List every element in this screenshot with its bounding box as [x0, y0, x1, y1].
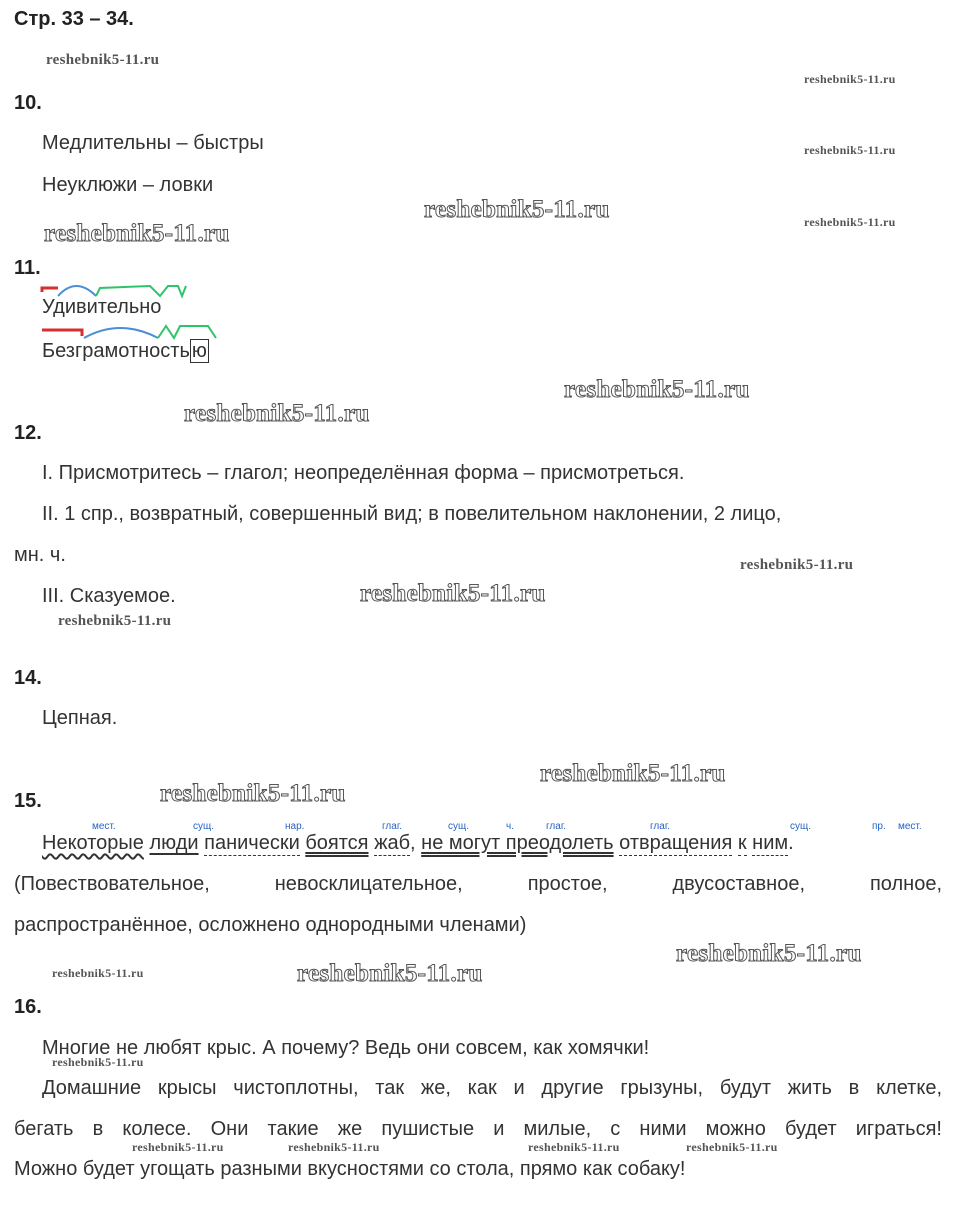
pos-label: пр.	[872, 821, 886, 832]
word-predicate: боятся	[305, 832, 369, 854]
watermark: reshebnik5-11.ru	[52, 966, 144, 980]
exercise-number: 14.	[14, 667, 42, 689]
morpheme-word: Удивительно	[42, 296, 162, 318]
pos-label: ч.	[506, 821, 514, 832]
watermark: reshebnik5-11.ru	[804, 143, 896, 157]
exercise-number: 12.	[14, 422, 42, 444]
pos-label: нар.	[285, 821, 305, 832]
answer-line: Домашние крысы чистоплотны, так же, как и другие грызуны, будут жить в клетке,	[42, 1077, 942, 1099]
watermark: reshebnik5-11.ru	[52, 1055, 144, 1069]
word-preposition: к	[737, 832, 747, 854]
watermark: reshebnik5-11.ru	[132, 1140, 224, 1154]
answer-line: Можно будет угощать разными вкусностями со стола, прямо как собаку!	[14, 1158, 686, 1180]
pos-label: сущ.	[448, 821, 470, 832]
answer-line: I. Присмотритесь – глагол; неопределённая форма – присмотреться.	[42, 462, 685, 484]
answer-line: бегать в колесе. Они такие же пушистые и милые, с ними можно будет играться!	[14, 1118, 942, 1140]
answer-line: распространённое, осложнено однородными членами)	[14, 914, 527, 936]
watermark: reshebnik5-11.ru	[564, 376, 750, 403]
pos-label: глаг.	[382, 821, 403, 832]
pos-label: мест.	[92, 821, 116, 832]
exercise-number: 16.	[14, 996, 42, 1018]
word-predicate: не могут преодолеть	[421, 832, 614, 854]
watermark: reshebnik5-11.ru	[528, 1140, 620, 1154]
page-title: Стр. 33 – 34.	[14, 8, 134, 30]
exercise-number: 10.	[14, 92, 42, 114]
watermark: reshebnik5-11.ru	[160, 780, 346, 807]
pos-label: мест.	[898, 821, 922, 832]
pos-label: глаг.	[546, 821, 567, 832]
suffix-mark	[96, 286, 186, 296]
watermark: reshebnik5-11.ru	[288, 1140, 380, 1154]
watermark: reshebnik5-11.ru	[44, 220, 230, 247]
word-object: ним	[752, 832, 789, 854]
watermark: reshebnik5-11.ru	[184, 400, 370, 427]
watermark: reshebnik5-11.ru	[360, 580, 546, 607]
prefix-mark	[42, 330, 82, 336]
watermark: reshebnik5-11.ru	[540, 760, 726, 787]
pos-label: глаг.	[650, 821, 671, 832]
answer-line: мн. ч.	[14, 544, 66, 566]
word-object: отвращения	[619, 832, 733, 854]
word-ending: ю	[191, 340, 207, 362]
answer-line: Многие не любят крыс. А почему? Ведь они совсем, как хомячки!	[42, 1037, 650, 1059]
root-mark	[58, 286, 96, 296]
watermark: reshebnik5-11.ru	[804, 215, 896, 229]
word-adverbial: панически	[204, 832, 300, 854]
answer-line: Медлительны – быстры	[42, 132, 264, 154]
morpheme-marks	[0, 0, 954, 380]
morpheme-word	[42, 340, 209, 363]
parsed-sentence: Некоторые люди панически боятся жаб, не могут преодолеть отвращения к ним.	[42, 832, 794, 854]
answer-line: III. Сказуемое.	[42, 585, 176, 607]
answer-line: (Повествовательное, невосклицательное, простое, двусоставное, полное,	[14, 873, 942, 895]
word-subject: люди	[149, 832, 199, 854]
watermark: reshebnik5-11.ru	[58, 613, 172, 629]
answer-line: Неуклюжи – ловки	[42, 174, 214, 196]
pos-label: сущ.	[790, 821, 812, 832]
word-stem: Безграмотность	[42, 340, 190, 362]
pos-label: сущ.	[193, 821, 215, 832]
exercise-number: 15.	[14, 790, 42, 812]
prefix-mark	[42, 288, 58, 292]
watermark: reshebnik5-11.ru	[46, 52, 160, 68]
exercise-number: 11.	[14, 257, 41, 279]
word-object: жаб	[374, 832, 411, 854]
answer-line: Цепная.	[42, 707, 118, 729]
watermark: reshebnik5-11.ru	[424, 196, 610, 223]
answer-line: II. 1 спр., возвратный, совершенный вид; в повелительном наклонении, 2 лицо,	[42, 503, 782, 525]
watermark: reshebnik5-11.ru	[740, 557, 854, 573]
word-attribute: Некоторые	[42, 832, 144, 854]
suffix-mark	[158, 326, 216, 338]
watermark: reshebnik5-11.ru	[804, 72, 896, 86]
watermark: reshebnik5-11.ru	[676, 940, 862, 967]
watermark: reshebnik5-11.ru	[686, 1140, 778, 1154]
root-mark	[84, 328, 158, 338]
watermark: reshebnik5-11.ru	[297, 960, 483, 987]
